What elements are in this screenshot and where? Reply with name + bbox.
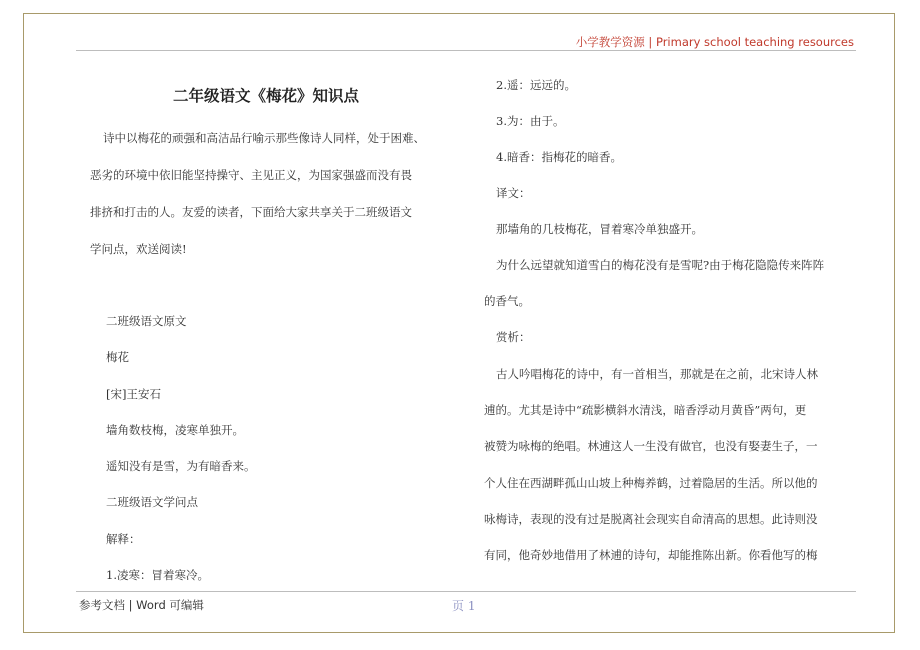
header-divider xyxy=(76,50,856,51)
paragraph-line: 学问点，欢送阅读! xyxy=(90,242,187,256)
section-heading: 二班级语文原文 xyxy=(106,314,187,328)
paragraph-line: 为什么远望就知道雪白的梅花没有是雪呢?由于梅花隐隐传来阵阵 xyxy=(496,258,825,272)
footer-note: 参考文档 | Word 可编辑 xyxy=(79,598,204,612)
poem-line: 遥知没有是雪，为有暗香来。 xyxy=(106,459,256,473)
paragraph-line: 1.凌寒：冒着寒冷。 xyxy=(106,568,209,582)
paragraph-line: 咏梅诗，表现的没有过是脱离社会现实自命清高的思想。此诗则没 xyxy=(484,512,818,526)
paragraph-line: 有同，他奇妙地借用了林逋的诗句，却能推陈出新。你看他写的梅 xyxy=(484,548,818,562)
document-title: 二年级语文《梅花》知识点 xyxy=(172,86,359,105)
footer-divider xyxy=(76,591,856,592)
paragraph-line: 的香气。 xyxy=(484,294,530,308)
paragraph-line: 被赞为咏梅的绝唱。林逋这人一生没有做官，也没有娶妻生子，一 xyxy=(484,439,818,453)
paragraph-line: 古人吟唱梅花的诗中，有一首相当，那就是在之前，北宋诗人林 xyxy=(496,367,818,381)
section-heading: 译文： xyxy=(496,186,531,200)
paragraph-line: 个人住在西湖畔孤山山坡上种梅养鹤，过着隐居的生活。所以他的 xyxy=(484,476,818,490)
paragraph-line: 4.暗香：指梅花的暗香。 xyxy=(496,150,622,164)
poem-author: [宋]王安石 xyxy=(106,387,161,401)
paragraph-line: 2.遥：远远的。 xyxy=(496,78,576,92)
header-text: 小学教学资源 | Primary school teaching resources xyxy=(575,35,854,49)
poem-line: 墙角数枝梅，凌寒单独开。 xyxy=(106,423,244,437)
paragraph-line: 解释： xyxy=(106,532,141,546)
paragraph-line: 诗中以梅花的顽强和高洁品行喻示那些像诗人同样，处于困难、 xyxy=(103,131,425,145)
poem-title: 梅花 xyxy=(106,350,129,364)
paragraph-line: 那墙角的几枝梅花，冒着寒冷单独盛开。 xyxy=(496,222,703,236)
paragraph-line: 3.为：由于。 xyxy=(496,114,565,128)
paragraph-line: 恶劣的环境中依旧能坚持操守、主见正义，为国家强盛而没有畏 xyxy=(90,168,412,182)
section-heading: 二班级语文学问点 xyxy=(106,495,198,509)
paragraph-line: 逋的。尤其是诗中“疏影横斜水清浅，暗香浮动月黄昏”两句，更 xyxy=(484,403,807,417)
section-heading: 赏析： xyxy=(496,330,531,344)
page-number: 页 1 xyxy=(452,599,476,613)
paragraph-line: 排挤和打击的人。友爱的读者，下面给大家共享关于二班级语文 xyxy=(90,205,412,219)
